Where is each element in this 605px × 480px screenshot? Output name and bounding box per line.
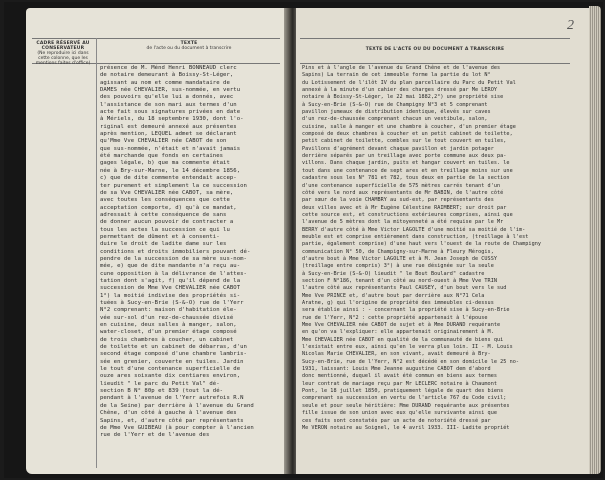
conservator-column-note: (Ne reproduire ici dans cette colonne, que les mentions faites d'office) (35, 51, 91, 66)
left-text-line: née à Bry-sur-Marne, le 14 décembre 1856, (100, 167, 241, 174)
left-text-line: pendre de la succession de sa mère sus-nom- (100, 255, 247, 262)
right-text-line: donc mentionné, duquel il avait été commun en biens aux termes (302, 373, 497, 380)
left-text-line: des pouvoirs qu'elle lui a donnés, avec (100, 94, 234, 101)
left-text-line: DAMES née CHEVALIER, sus-nommée, en vertu (100, 87, 241, 94)
right-text-line: leur contrat de mariage reçu par Mr LECLERC notaire à Chaumont (302, 380, 497, 387)
left-text-line: gages légale, b) que ma commente était (100, 160, 230, 167)
open-register-book (4, 2, 603, 478)
left-text-line: de trois chambres à coucher, un cabinet (100, 336, 234, 343)
right-text-line: seule et pour seule héritière: Mme DURAND requérante aux présentes (302, 402, 510, 409)
page-number: 2 (567, 18, 574, 33)
left-text-line: Sapins, et, d'autre côté par représentants (100, 417, 244, 424)
right-text-line: Sucy-en-Brie, rue de l'Yerr, N°2 est décédé en son domicile le 25 no- (302, 358, 519, 365)
right-text-line: Aratne, g) qui l'origine de propriété des immeubles ci-dessus (302, 300, 494, 306)
left-text-line: lieudit " le parc du Petit Val" dé- (100, 380, 220, 387)
right-column-title: TEXTE DE L'ACTE OU DU DOCUMENT A TRANSCRIRE (365, 47, 505, 52)
left-text-line: adressait à cette conséquence de sans (100, 211, 227, 218)
right-text-line: l'autre côté aux représentants Paul CAUSEY, d'un bout vers le sud (302, 285, 507, 292)
right-text-line: section F N°186, tenant d'un côté au nord-ouest à Mme Vve TRIN (302, 277, 497, 284)
left-text-line: tous les actes la succession ce qui lu (100, 226, 230, 233)
right-text-line: notaire à Boissy-St-Léger, le 22 mai 1882,2°) une propriété sise (302, 94, 504, 101)
left-text-line: c) que de dite commente entendait accep- (100, 175, 237, 182)
right-text-line: d'autre bout à Mme Victor LAGOLTE et à M. Jean Joseph de CUSSY (302, 255, 497, 262)
left-page (26, 8, 288, 474)
left-text-line: water-closet, d'un premier étage composé (100, 329, 237, 336)
left-text-line: de la Seine) par derrière à l'avenue du Grand (100, 402, 254, 409)
left-text-line: acte fait sous signatures privées en date (100, 109, 241, 116)
right-text-line: pavillon jumeaux de distribution identique, élevés sur caves (302, 109, 491, 116)
right-text-line: rue de l'Yerr, N°2 : cette propriété appartenait à l'épouse (302, 314, 488, 321)
right-text-line: annexé à la minute d'un cahier des charges dressé par Me LEROY (302, 87, 497, 94)
left-text-line: avec toutes les conséquences que cette (100, 197, 230, 204)
left-text-line: de sa Vve CHEVALIER née CABOT, sa mère, (100, 189, 234, 196)
right-text-line: du Lotissement de l'ilôt IV du plan parcellaire du Parc du Petit Val (302, 79, 516, 86)
right-text-line: (treillage entre compris) 3°) à une rue désignée sur la seule (302, 263, 494, 270)
right-text-line: fille issue de son union avec eux qu'elle survivante ainsi que (302, 410, 497, 417)
left-text-line: que sus-nommée, n'était et n'avait jamais (100, 145, 241, 152)
right-text-line: BERRY d'autre côté à Mme Victor LAGOLTE d'une moitié sa moitié de l'im- (302, 226, 526, 233)
left-text-line: agissant au nom et comme mandataire de (100, 79, 230, 86)
left-text-line: ter purement et simplement la ce succession (100, 182, 247, 189)
right-text-line: Nicolas Marie CHEVALIER, en son vivant, avait demeuré à Bry- (302, 351, 491, 358)
conservator-column-title: CADRE RÉSERVÉ AU CONSERVATEUR (36, 41, 90, 51)
left-text-line: section B N° 80p et 839 (tout la dé- (100, 388, 224, 395)
left-text-line: N°2 comprenant: maison d'habitation éle- (100, 307, 237, 314)
left-text-line: ouze ares soixante dix centiares environ, (100, 373, 241, 380)
left-text-line: après mention, LEQUEL admet se déclarant (100, 131, 237, 138)
right-text-line: partie, également comprise) d'une haut vers l'ouest de la route de Champigny (302, 241, 542, 248)
left-text-line: rue de l'Yerr et de l'avenue des (100, 432, 210, 439)
left-text-line: de donner aucun pouvoir de contracter a (100, 219, 234, 226)
left-text-line: été marchande que fonds en certaines (100, 153, 224, 160)
right-text-line: Mme Vve PRINCE et, d'autre bout par derrière aux N°71 Cela (302, 292, 485, 299)
left-text-line: sée en grenier, couverte en tuiles. Jardin (100, 358, 244, 365)
right-text-line: Pont, le 18 juillet 1850, pratiquement légale de quart des biens (302, 388, 504, 395)
right-text-line: cette source est, et constructions extérieures comprises, ainsi que (302, 211, 513, 218)
right-text-line: petit cabinet de toilette, combles sur le tout couvert en tuiles, (302, 138, 507, 145)
left-text-line: Chêne, d'un côté à gauche à l'avenue des (100, 410, 237, 417)
left-text-line: acceptation comporte, d) qu'à ce mandat, (100, 204, 237, 211)
column-divider (96, 38, 97, 468)
left-text-line: mée, e) que de dite mandante n'a reçu au- (100, 263, 241, 270)
left-text-line: le tout d'une contenance superficielle de (100, 366, 241, 373)
right-text-line: cadastre sous les N° 781 et 782, tous deux en partie de la section (302, 175, 510, 182)
left-text-line: de Mme Vve GUIBEAU (à pour compter à l'ancien (100, 424, 254, 431)
right-text-line: villons. Dans chaque jardin, puits et hangar couvert en tuiles. le (302, 160, 510, 167)
left-text-line: tation dont s'agit, f) qu'il dépend de la (100, 277, 241, 284)
left-text-line: l'assistance de son mari aux termes d'un (100, 101, 237, 108)
left-text-line: cune opposition à la délivrance de l'attes- (100, 270, 247, 277)
left-text-line: présence de M. Ménd Henri BONNEAUD clerc (100, 65, 237, 71)
conservator-column-header (32, 41, 94, 66)
right-text-line: l'existait entre eux, ainsi qu'en le verra plus loin. II - M. Louis (302, 344, 513, 351)
left-text-line: en cuisine, deux salles à manger, salon, (100, 322, 237, 329)
right-text-line: l'avenue de 5 mètres dont la mitoyenneté a été requise par le Mr (302, 219, 504, 226)
right-text-line: 1931, laissant: Louis Mme Jeanne augustine CABOT dem d'abord (302, 366, 491, 373)
right-text-line: comprenant sa succession en vertu de l'article 767 du Code civil; (302, 395, 507, 402)
right-text-line: par sœur de la voie CHAMBRY au sud-est, par représentants des (302, 197, 494, 204)
right-text-line: en qu'on va l'expliquer: elle appartenait originairement à M. (302, 329, 494, 336)
left-text-line: de toilette et un cabinet de débarras, d'un (100, 344, 247, 351)
text-column-note: de l'acte ou du document à transcrire (146, 46, 232, 51)
right-text-line: Pavillons d'agrément devant chaque pavillon et jardin potager (302, 145, 494, 152)
right-text-line: ces faits sont constatés par un acte de notoriété dressé par (302, 417, 491, 424)
right-text-line: côté vers le nord aux représentants de Mr BABIN, de l'autre côté (302, 189, 504, 196)
right-page-header (300, 38, 570, 64)
left-page-header (32, 38, 280, 64)
left-text-line: 1°) la moitié indivise des propriétés si- (100, 292, 241, 299)
left-text-line: conditions et droits immobiliers pouvant dé- (100, 248, 251, 255)
left-text-line: riginal est demeuré annexé aux présentes (100, 123, 237, 130)
right-text-line: meuble est et comprise entièrement dans construction, (treillage à l'est (302, 233, 529, 240)
left-text-line: à Mériels, du 18 septembre 1930, dont l'o- (100, 116, 244, 123)
text-column-title: TEXTE (180, 41, 198, 46)
right-text-line: cuisine, salle à manger et une chambre à coucher, d'un premier étage (302, 123, 516, 130)
page-edges (589, 6, 601, 474)
left-page-typed-text (100, 65, 254, 440)
right-text-line: deux villes avec et à Mr Eugène Célestine RAIMBERT; sur droit par (302, 204, 507, 211)
right-text-line: Mme Vve CHEVALIER née CABOT de sujet et à Mme DURAND requérante (302, 322, 501, 329)
left-text-line: permettant de dûment et à consenti- (100, 233, 220, 240)
right-text-line: d'une contenance superficielle de 575 mètres carrés tenant d'un (302, 182, 501, 189)
right-text-line: à Sucy-en-Brie (S-&-O) lieudit " le Bout Boulard" cadastre (302, 270, 485, 277)
right-text-line: à Sucy-en-Brie (S-&-O) rue de Champigny N°3 et 5 comprenant (302, 101, 488, 108)
right-text-line: tout dans une contenance de sept ares et en treillage moins sur une (302, 167, 513, 174)
right-text-line: derrière séparés par un treillage avec porte commune aux deux pa- (302, 153, 507, 160)
right-text-line: Mme CHEVALIER née CABOT en qualité de la communauté de biens qui (302, 336, 504, 343)
left-text-line: vée sur-sol d'un rez-de-chaussée divisé (100, 314, 234, 321)
right-page (296, 8, 596, 474)
right-text-line: communication N° 50, de Champigny-sur-Marne à Fleury Mérogis, (302, 248, 494, 255)
left-text-line: second étage composé d'une chambre lambris- (100, 351, 247, 358)
left-text-line: pendant à l'avenue de l'Yerr autrefois R.N (100, 395, 244, 402)
left-text-line: succession de Mme Vve CHEVALIER née CABOT (100, 285, 241, 292)
left-text-line: qu'Mme Vve CHEVALIER née CABOT de son (100, 138, 227, 145)
left-text-line: tuées à Sucy-en-Brie (S-&-O) rue de l'Yerr (100, 300, 244, 306)
right-text-line: sera établie ainsi : - concernant la propriété sise à Sucy-en-Brie (302, 307, 510, 314)
right-text-line: d'un rez-de-chaussée comprenant chacun un vestibule, salon, (302, 116, 488, 123)
left-text-line: de notaire demeurant à Boissy-St-Léger, (100, 72, 234, 79)
right-text-line: Me VERON notaire au Soignel, le 4 avril 1933. III- Ladite propriét (302, 424, 510, 431)
right-text-line: composé de deux chambres à coucher et un petit cabinet de toilette, (302, 131, 513, 138)
right-text-line: Pins et à l'angle de l'avenue du Grand Chêne et de l'avenue des (302, 65, 501, 71)
left-text-line: duire le droit de ladite dame sur les (100, 241, 227, 248)
right-text-line: Sapins) La terrain de cet immeuble forme la partie du lot N° (302, 72, 491, 79)
text-column-header (98, 41, 280, 51)
right-page-typed-text (302, 65, 541, 432)
